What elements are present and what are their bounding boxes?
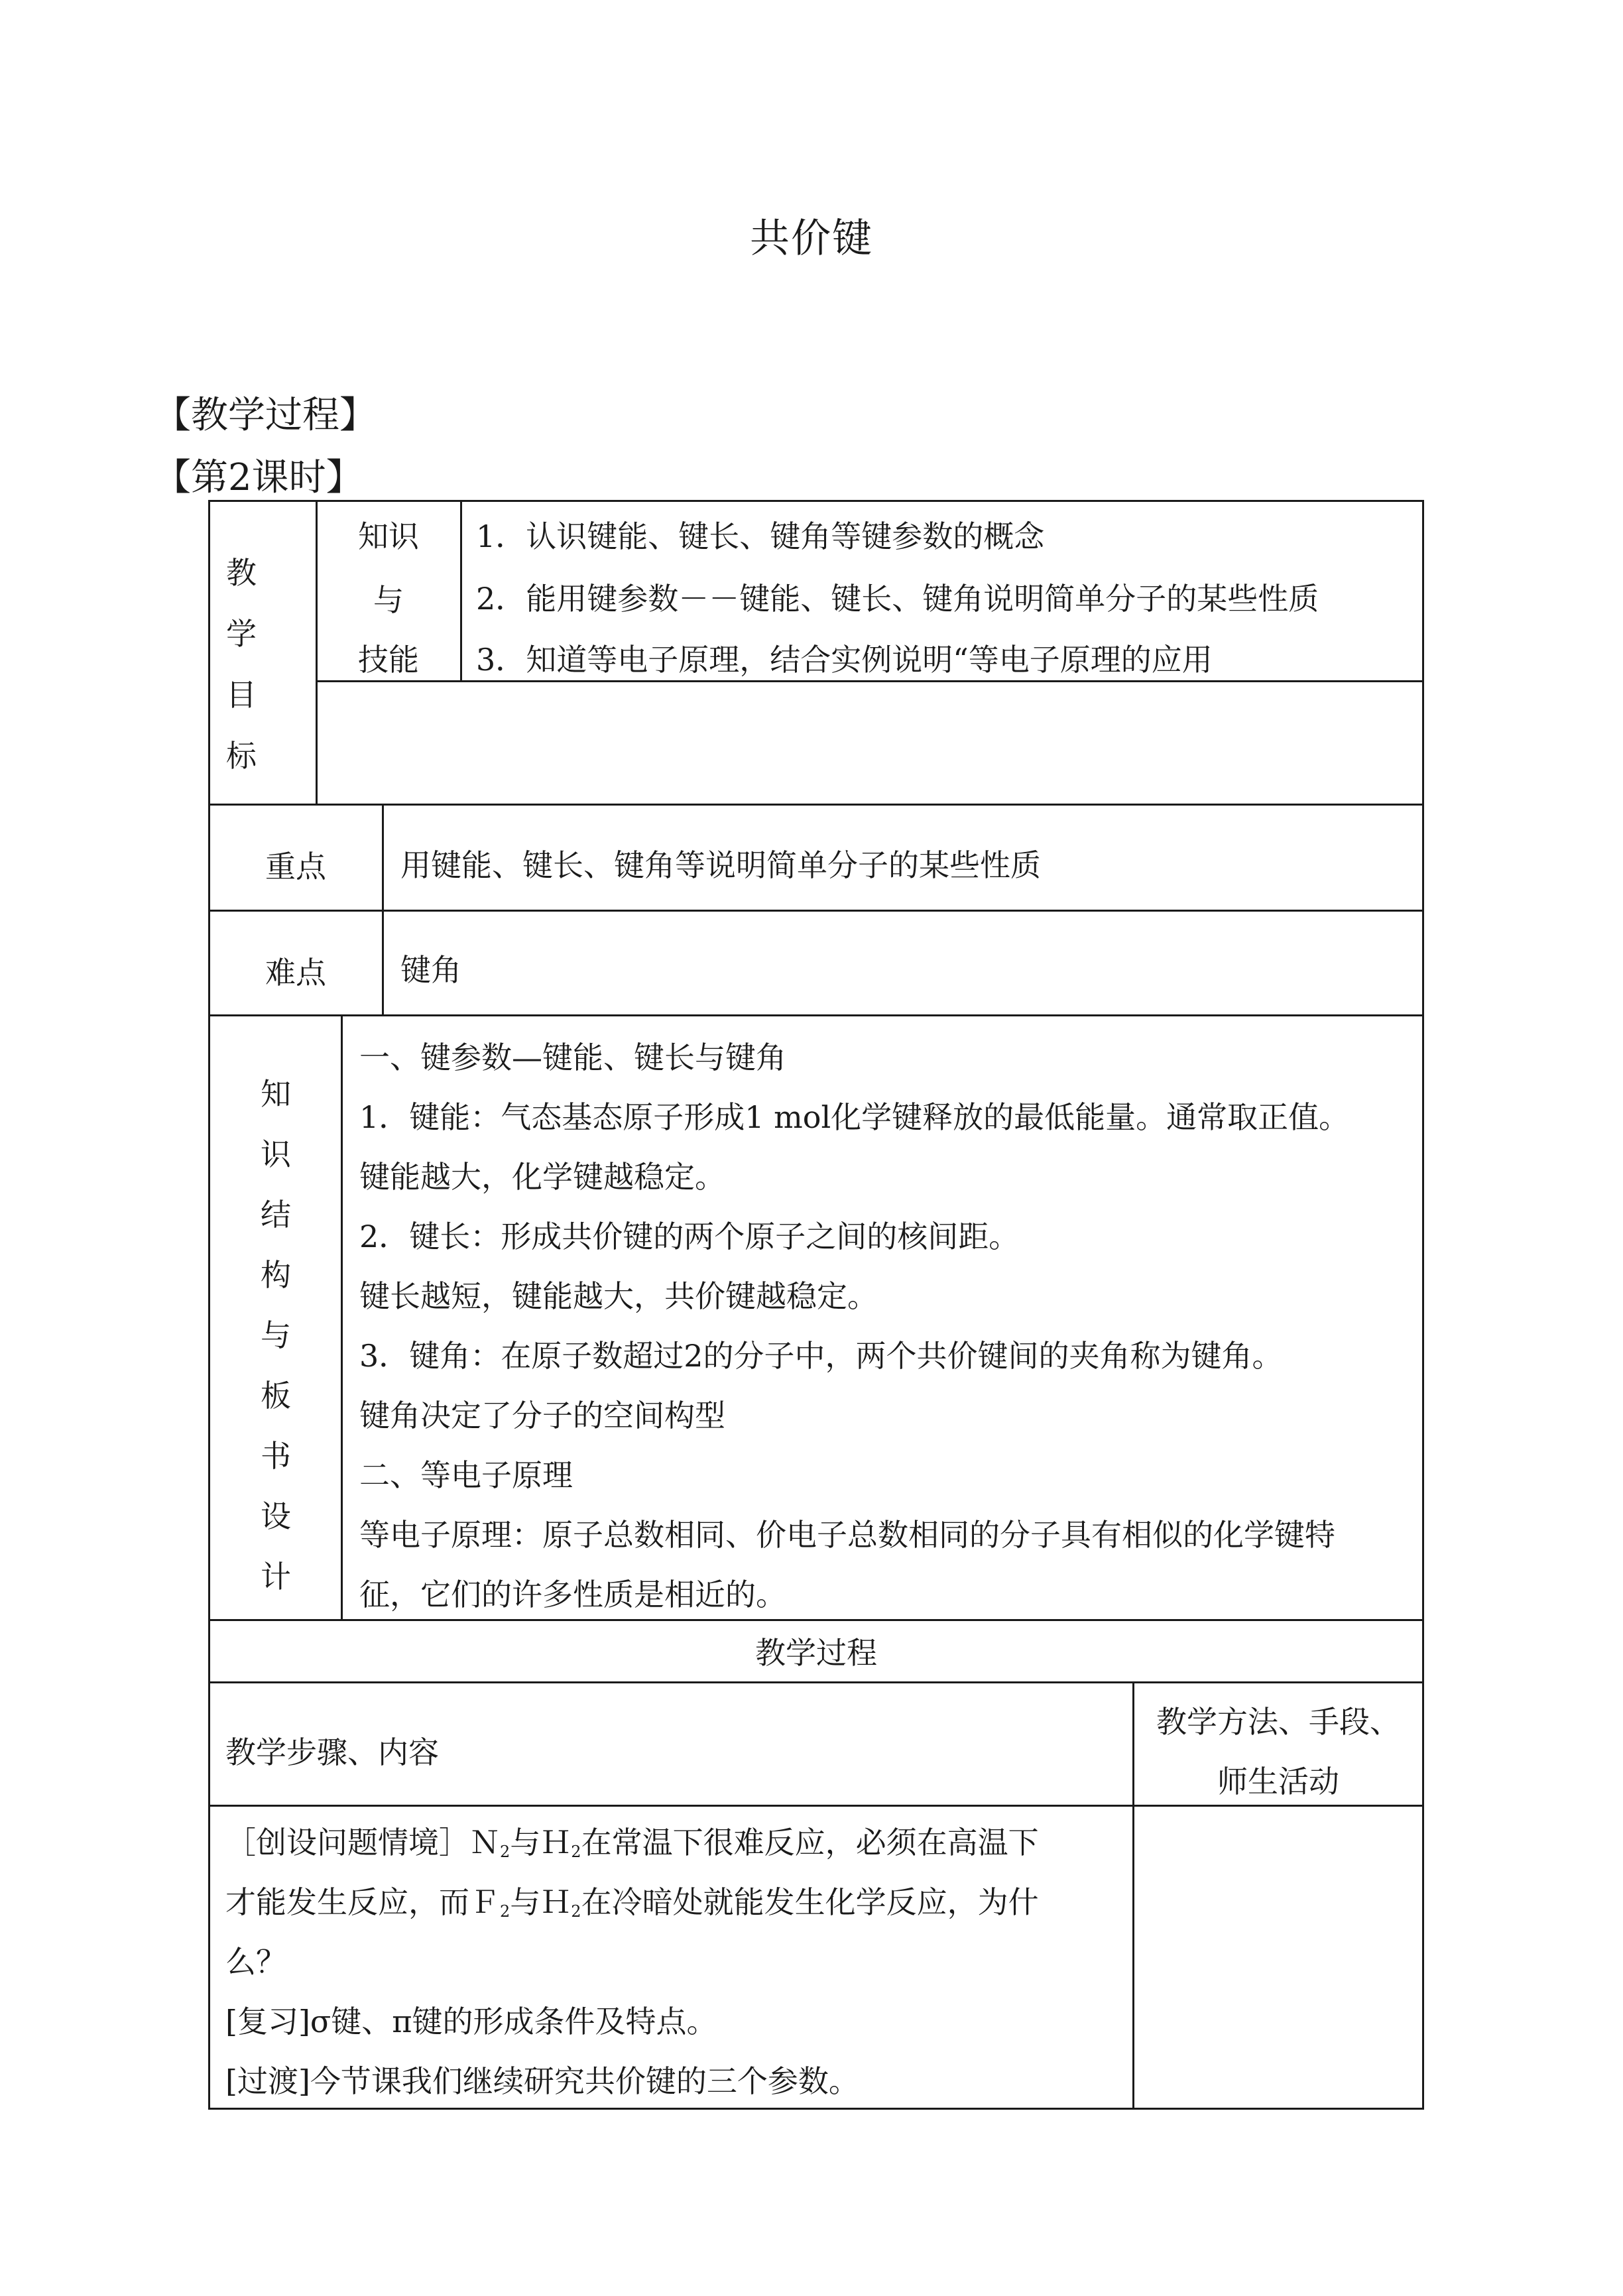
section-heading-lesson: 【第2课时】 [154,456,363,499]
section-heading-process: 【教学过程】 [154,394,377,437]
objective-item: 3．知道等电子原理，结合实例说明“等电子原理的应用 [476,642,1213,678]
knowledge-line: 等电子原理：原子总数相同、价电子总数相同的分子具有相似的化学键特 [359,1517,1335,1553]
process-line: [复习]σ键、π键的形成条件及特点。 [225,2004,717,2039]
objectives-sublabel: 与 [373,582,404,618]
knowledge-line: 键长越短，键能越大，共价键越稳定。 [359,1278,878,1314]
divider [460,500,462,682]
knowledge-line: 2．键长：形成共价键的两个原子之间的核间距。 [359,1219,1020,1254]
objectives-sublabel: 知识 [358,518,419,554]
divider [208,1805,1424,1807]
objective-item: 2．能用键参数－－键能、键长、键角说明简单分子的某些性质 [476,581,1319,617]
knowledge-label: 知 识 结 构 与 板 书 设 计 [261,1076,291,1595]
objectives-sublabel: 技能 [358,642,419,678]
knowledge-line: 1．键能：气态基态原子形成1 mol化学键释放的最低能量。通常取正值。 [359,1099,1350,1135]
key-point-label: 重点 [265,849,326,884]
knowledge-line: 一、键参数—键能、键长与键角 [359,1040,786,1075]
process-col2-header: 师生活动 [1217,1764,1339,1799]
process-line: 才能发生反应，而Ｆ$_2$与Ｈ$_2$在冷暗处就能发生化学反应，为什 [225,1884,1039,1921]
divider [208,910,1424,912]
objectives-label: 教 学 目 标 [226,555,257,774]
divider [341,1014,343,1620]
knowledge-line: 征，它们的许多性质是相近的。 [359,1577,786,1612]
process-header: 教学过程 [755,1635,877,1671]
divider [208,1014,1424,1016]
document-title: 共价键 [750,215,873,262]
process-line: 么？ [225,1944,286,1980]
divider [208,1619,1424,1621]
divider [382,804,384,1016]
knowledge-line: 3．键角：在原子数超过2的分子中，两个共价键间的夹角称为键角。 [359,1338,1283,1374]
divider [208,804,1424,806]
divider [317,680,1424,682]
process-col2-header: 教学方法、手段、 [1156,1704,1400,1740]
difficulty-label: 难点 [265,955,326,991]
knowledge-line: 二、等电子原理 [359,1457,573,1493]
objective-item: 1．认识键能、键长、键角等键参数的概念 [476,518,1045,554]
key-point-text: 用键能、键长、键角等说明简单分子的某些性质 [400,847,1041,883]
process-line: [过渡]今节课我们继续研究共价键的三个参数。 [225,2063,859,2099]
difficulty-text: 键角 [400,952,461,988]
process-line: ［创设问题情境］Ｎ$_2$与Ｈ$_2$在常温下很难反应，必须在高温下 [225,1825,1039,1861]
process-col1-header: 教学步骤、内容 [225,1734,439,1770]
divider [208,1681,1424,1683]
divider [1132,1681,1134,2110]
knowledge-line: 键角决定了分子的空间构型 [359,1398,725,1433]
knowledge-line: 键能越大，化学键越稳定。 [359,1159,725,1195]
